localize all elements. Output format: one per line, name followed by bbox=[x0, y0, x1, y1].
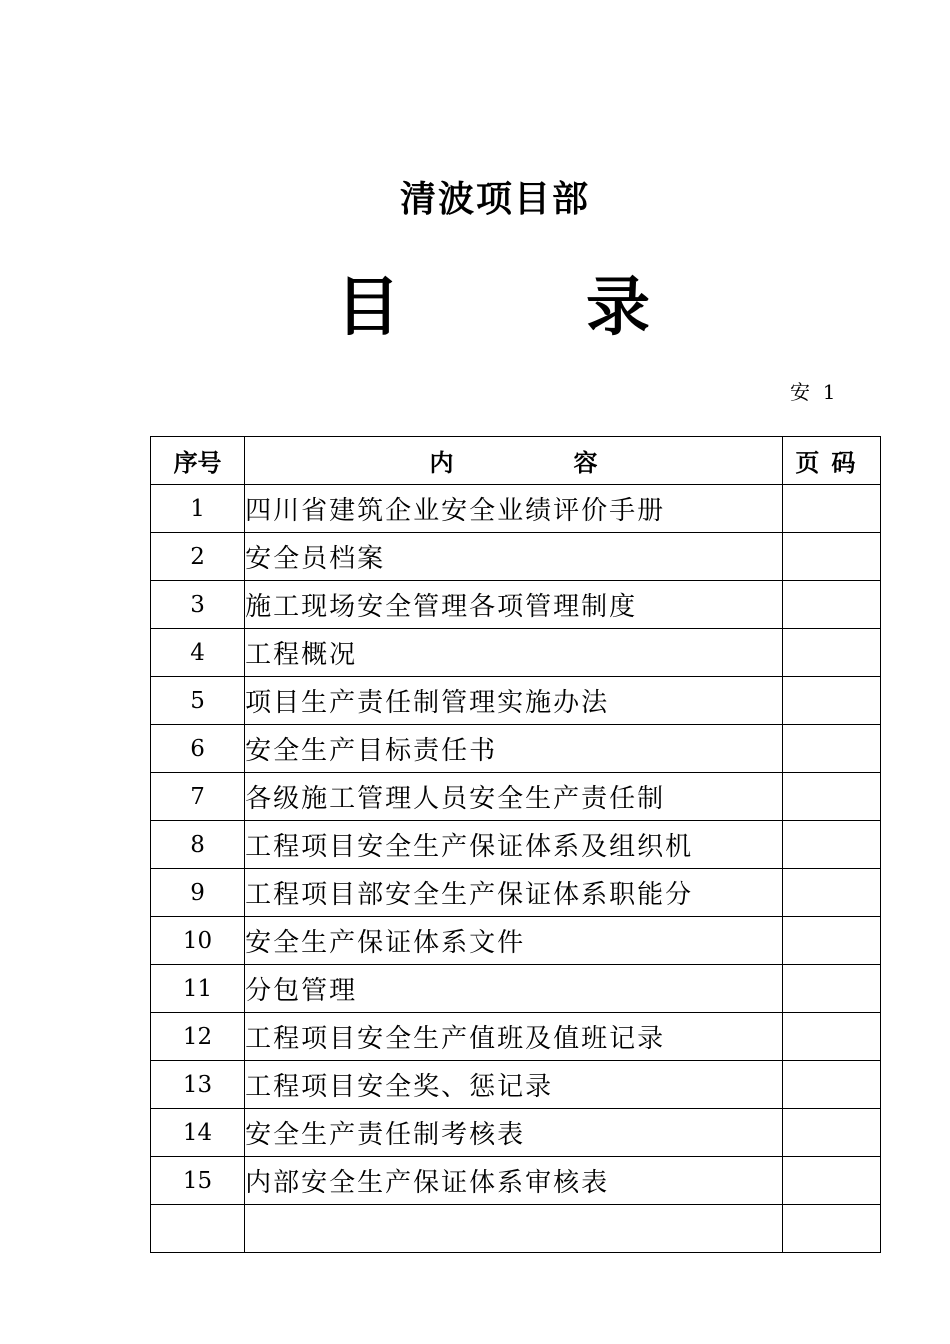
table-row bbox=[151, 821, 881, 869]
row-content: 安全员档案 bbox=[245, 533, 783, 581]
table-row bbox=[151, 869, 881, 917]
row-content: 各级施工管理人员安全生产责任制 bbox=[245, 773, 783, 821]
row-content: 工程项目安全生产保证体系及组织机 bbox=[245, 821, 783, 869]
table-row bbox=[151, 725, 881, 773]
table-row bbox=[151, 1013, 881, 1061]
row-number: 13 bbox=[151, 1061, 245, 1109]
table-row bbox=[151, 581, 881, 629]
row-number: 15 bbox=[151, 1157, 245, 1205]
toc-title-char-2: 录 bbox=[586, 271, 650, 345]
row-content bbox=[245, 1205, 783, 1253]
row-number: 10 bbox=[151, 917, 245, 965]
row-content: 分包管理 bbox=[245, 965, 783, 1013]
row-number bbox=[151, 1205, 245, 1253]
document-code: 安 1 bbox=[790, 380, 836, 404]
row-content: 工程项目安全奖、惩记录 bbox=[245, 1061, 783, 1109]
row-page bbox=[782, 869, 880, 917]
table-row bbox=[151, 1205, 881, 1253]
row-number: 2 bbox=[151, 533, 245, 581]
row-content: 工程项目安全生产值班及值班记录 bbox=[245, 1013, 783, 1061]
row-page bbox=[782, 629, 880, 677]
row-number: 5 bbox=[151, 677, 245, 725]
row-page bbox=[782, 821, 880, 869]
row-number: 7 bbox=[151, 773, 245, 821]
row-page bbox=[782, 1205, 880, 1253]
row-page bbox=[782, 581, 880, 629]
row-page bbox=[782, 965, 880, 1013]
row-number: 11 bbox=[151, 965, 245, 1013]
toc-title-char-1: 目 bbox=[336, 271, 400, 345]
project-title: 清波项目部 bbox=[399, 179, 590, 220]
table-row bbox=[151, 629, 881, 677]
row-number: 3 bbox=[151, 581, 245, 629]
row-page bbox=[782, 1013, 880, 1061]
table-row bbox=[151, 773, 881, 821]
row-content: 内部安全生产保证体系审核表 bbox=[245, 1157, 783, 1205]
row-page bbox=[782, 773, 880, 821]
table-row bbox=[151, 965, 881, 1013]
column-header-content-char-1: 内 bbox=[429, 449, 454, 477]
table-row bbox=[151, 1157, 881, 1205]
table-row bbox=[151, 677, 881, 725]
table-row bbox=[151, 533, 881, 581]
row-number: 8 bbox=[151, 821, 245, 869]
table-row bbox=[151, 917, 881, 965]
toc-title bbox=[0, 268, 950, 348]
column-header-page: 页码 bbox=[782, 437, 880, 485]
row-number: 9 bbox=[151, 869, 245, 917]
toc-table bbox=[150, 436, 881, 1253]
row-content: 四川省建筑企业安全业绩评价手册 bbox=[245, 485, 783, 533]
column-header-content bbox=[245, 437, 783, 485]
row-number: 14 bbox=[151, 1109, 245, 1157]
row-number: 6 bbox=[151, 725, 245, 773]
row-page bbox=[782, 485, 880, 533]
row-content: 安全生产责任制考核表 bbox=[245, 1109, 783, 1157]
table-row bbox=[151, 1109, 881, 1157]
row-content: 安全生产目标责任书 bbox=[245, 725, 783, 773]
row-content: 安全生产保证体系文件 bbox=[245, 917, 783, 965]
row-page bbox=[782, 1109, 880, 1157]
row-number: 1 bbox=[151, 485, 245, 533]
table-row bbox=[151, 485, 881, 533]
row-number: 4 bbox=[151, 629, 245, 677]
row-content: 项目生产责任制管理实施办法 bbox=[245, 677, 783, 725]
column-header-content-char-2: 容 bbox=[573, 449, 598, 477]
row-page bbox=[782, 677, 880, 725]
column-header-no: 序号 bbox=[151, 437, 245, 485]
row-content: 工程项目部安全生产保证体系职能分 bbox=[245, 869, 783, 917]
row-page bbox=[782, 1157, 880, 1205]
toc-header-row bbox=[151, 437, 881, 485]
row-page bbox=[782, 725, 880, 773]
row-number: 12 bbox=[151, 1013, 245, 1061]
table-row bbox=[151, 1061, 881, 1109]
row-page bbox=[782, 1061, 880, 1109]
row-page bbox=[782, 533, 880, 581]
row-page bbox=[782, 917, 880, 965]
row-content: 工程概况 bbox=[245, 629, 783, 677]
row-content: 施工现场安全管理各项管理制度 bbox=[245, 581, 783, 629]
